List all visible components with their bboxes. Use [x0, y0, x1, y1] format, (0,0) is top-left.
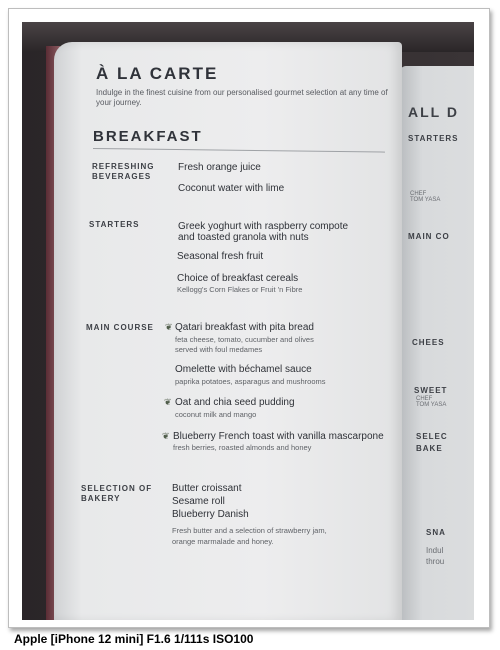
leaf-icon: ❦: [162, 431, 170, 441]
menu-item: Sesame roll: [172, 496, 225, 507]
category-label: BAKERY: [81, 494, 121, 503]
leaf-icon: ❦: [164, 397, 172, 407]
item-description: feta cheese, tomato, cucumber and olives: [175, 335, 314, 344]
item-description: coconut milk and mango: [175, 410, 257, 419]
section-heading: BREAKFAST: [93, 128, 203, 145]
right-description: throu: [426, 557, 445, 566]
menu-item: Blueberry Danish: [172, 509, 249, 520]
right-menu-page: [400, 66, 474, 620]
right-category-label: SNA: [426, 528, 446, 537]
right-category-label: STARTERS: [408, 134, 459, 143]
menu-item: Butter croissant: [172, 483, 242, 494]
item-description: Kellogg's Corn Flakes or Fruit 'n Fibre: [177, 285, 303, 294]
item-description: orange marmalade and honey.: [172, 537, 274, 546]
menu-item: Coconut water with lime: [178, 183, 285, 194]
item-description: fresh berries, roasted almonds and honey: [173, 443, 312, 452]
right-page-title: ALL D: [408, 104, 459, 120]
category-label: STARTERS: [89, 220, 140, 229]
leaf-icon: ❦: [165, 322, 173, 332]
chef-label: CHEF: [416, 396, 433, 402]
right-category-label: SELEC: [416, 432, 448, 441]
right-category-label: MAIN CO: [408, 232, 450, 241]
item-description: Fresh butter and a selection of strawberry jam,: [172, 526, 327, 535]
right-category-label: CHEES: [412, 338, 445, 347]
chef-name: TOM YASA: [416, 402, 447, 408]
category-label: MAIN COURSE: [86, 323, 154, 332]
category-label: REFRESHING: [92, 162, 155, 171]
chef-label: CHEF: [410, 191, 427, 197]
category-label: BEVERAGES: [92, 172, 152, 181]
menu-item: Choice of breakfast cereals: [177, 273, 299, 284]
menu-item: Fresh orange juice: [178, 162, 261, 173]
menu-item: Oat and chia seed pudding: [175, 397, 295, 408]
category-label: SELECTION OF: [81, 484, 153, 493]
item-description: served with foul medames: [175, 345, 263, 354]
menu-item: Omelette with béchamel sauce: [175, 364, 312, 375]
menu-item: Qatari breakfast with pita bread: [175, 322, 314, 333]
right-category-label: BAKE: [416, 444, 443, 453]
menu-item: Greek yoghurt with raspberry compote: [178, 221, 349, 232]
camera-caption: Apple [iPhone 12 mini] F1.6 1/111s ISO100: [14, 632, 254, 646]
menu-item: and toasted granola with nuts: [178, 232, 309, 243]
page-title: À LA CARTE: [96, 64, 219, 83]
item-description: paprika potatoes, asparagus and mushrooms: [175, 377, 326, 386]
chef-name: TOM YASA: [410, 197, 441, 203]
intro-text: Indulge in the finest cuisine from our personalised gourmet selection at any time of your journey.: [96, 88, 388, 107]
right-category-label: SWEET: [414, 386, 448, 395]
menu-item: Seasonal fresh fruit: [177, 251, 264, 262]
right-description: Indul: [426, 546, 444, 555]
menu-item: Blueberry French toast with vanilla mascarpone: [173, 431, 384, 442]
